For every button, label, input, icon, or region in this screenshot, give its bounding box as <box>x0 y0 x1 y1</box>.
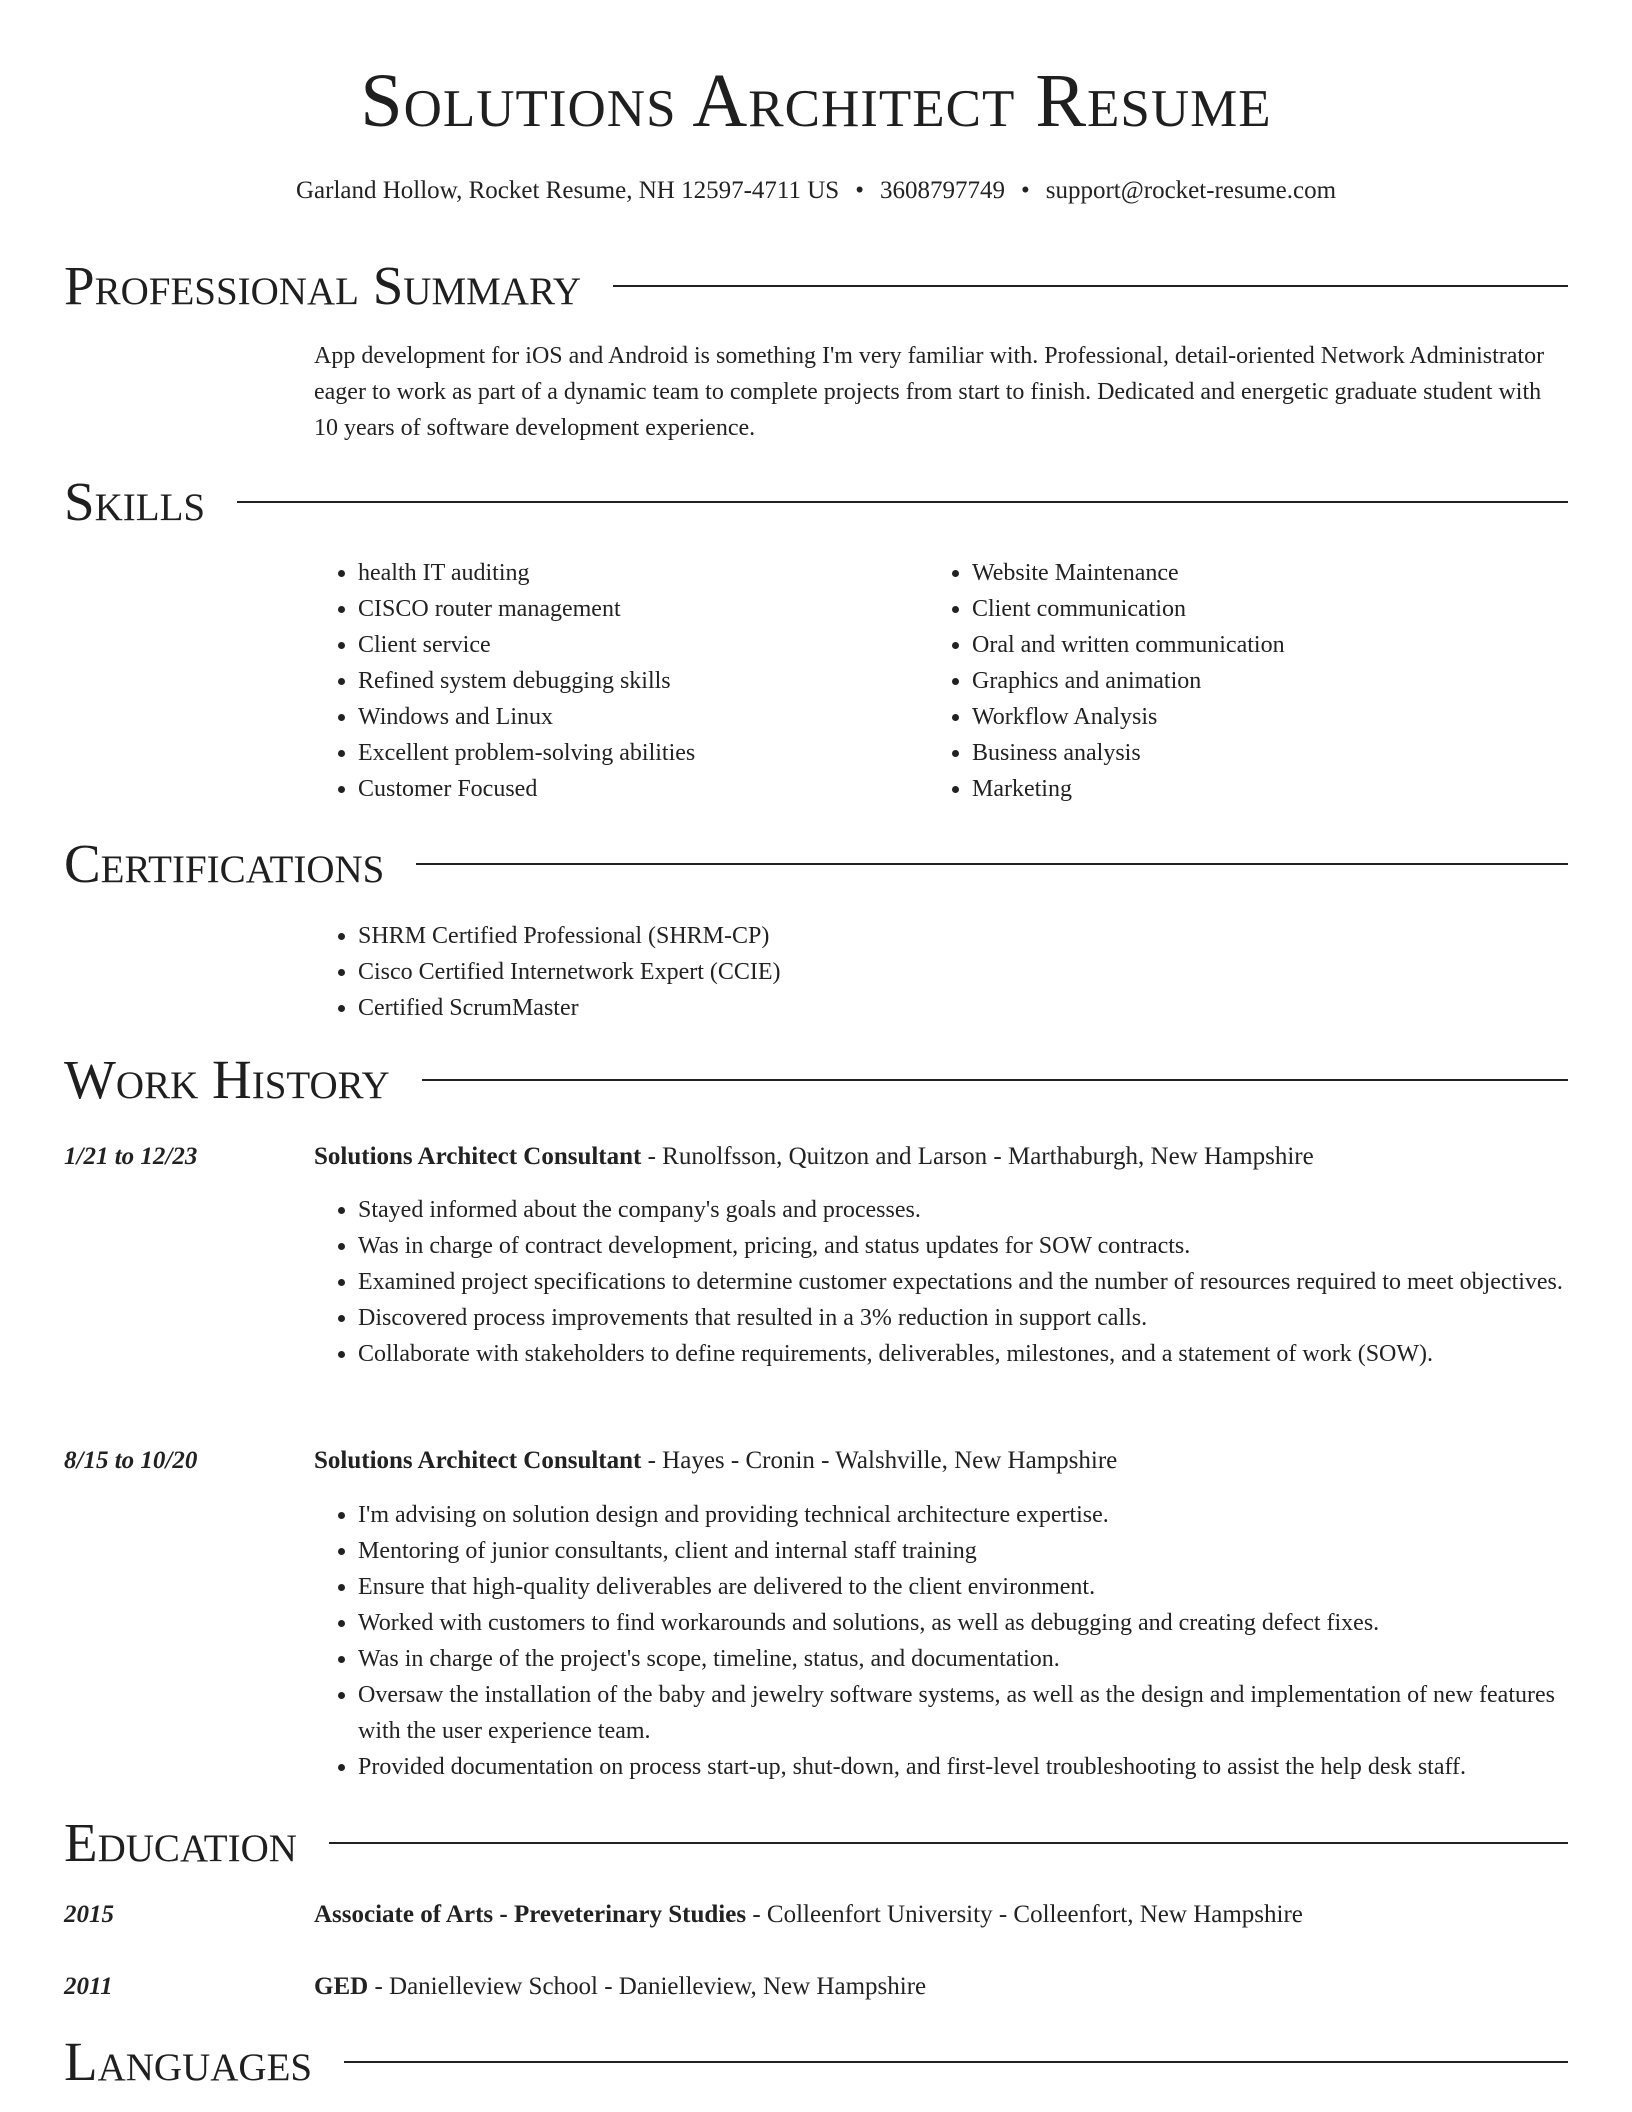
skill-item: • Refined system debugging skills <box>358 663 914 699</box>
education-degree: GED <box>314 1973 369 2000</box>
certifications-list <box>314 918 1314 1026</box>
contact-phone: 3608797749 <box>879 177 1005 204</box>
certification-item: • Cisco Certified Internetwork Expert (CCIE) <box>358 954 1314 990</box>
job-employer: - Runolfsson, Quitzon and Larson - Marthaburgh, New Hampshire <box>641 1143 1314 1170</box>
section-divider <box>422 1079 1568 1081</box>
section-title: Languages <box>64 2031 313 2092</box>
job-bullet: • Ensure that high-quality deliverables are delivered to the client environment. <box>358 1569 1568 1605</box>
job-role: Solutions Architect Consultant <box>314 1447 642 1474</box>
skill-item: • Windows and Linux <box>358 699 914 735</box>
education-line <box>314 1969 1568 2005</box>
section-title: Certifications <box>64 833 385 894</box>
job-bullet: • Was in charge of the project's scope, timeline, status, and documentation. <box>358 1641 1568 1677</box>
education-school: - Colleenfort University - Colleenfort, New Hampshire <box>746 1901 1303 1928</box>
section-skills-header <box>64 470 1568 534</box>
skill-item: • Client service <box>358 627 914 663</box>
skill-item: • Graphics and animation <box>972 663 1548 699</box>
job-bullet: • Oversaw the installation of the baby and jewelry software systems, as well as the design and implementation of new features with the user experience team. <box>358 1677 1568 1749</box>
job-bullet: • I'm advising on solution design and providing technical architecture expertise. <box>358 1497 1568 1533</box>
section-title: Education <box>64 1812 297 1873</box>
job-bullet: • Provided documentation on process start-up, shut-down, and first-level troubleshooting to assist the help desk staff. <box>358 1749 1568 1785</box>
section-certifications-header <box>64 832 1568 896</box>
job-title-line <box>314 1139 1568 1175</box>
education-school: - Danielleview School - Danielleview, New Hampshire <box>368 1973 927 2000</box>
job-bullet: • Examined project specifications to determine customer expectations and the number of resources required to meet objectives. <box>358 1264 1568 1300</box>
job-bullet: • Was in charge of contract development, pricing, and status updates for SOW contracts. <box>358 1228 1568 1264</box>
job-bullet: • Mentoring of junior consultants, client and internal staff training <box>358 1533 1568 1569</box>
skill-item: • Marketing <box>972 771 1548 807</box>
job-title-line <box>314 1443 1568 1479</box>
contact-separator: • <box>1020 177 1030 204</box>
job-employer: - Hayes - Cronin - Walshville, New Hampshire <box>641 1447 1118 1474</box>
section-title: Work History <box>64 1049 390 1110</box>
section-title: Professional Summary <box>64 255 582 316</box>
education-year: 2011 <box>64 1973 113 2000</box>
job-bullets <box>314 1192 1568 1372</box>
section-languages-header <box>64 2030 1568 2094</box>
section-divider <box>237 501 1568 503</box>
skill-item: • Oral and written communication <box>972 627 1548 663</box>
certification-item: • Certified ScrumMaster <box>358 990 1314 1026</box>
skill-item: • Workflow Analysis <box>972 699 1548 735</box>
section-divider <box>329 1842 1568 1844</box>
summary-text: App development for iOS and Android is something I'm very familiar with. Professional, detail-oriented Network Administrator eager to work as part of a dynamic team to complete projects from start to finish. Dedicated and energetic graduate student with 10 years of software development experience. <box>314 343 1545 441</box>
contact-address: Garland Hollow, Rocket Resume, NH 12597-4711 US <box>295 177 840 204</box>
job-bullet: • Worked with customers to find workarounds and solutions, as well as debugging and creating defect fixes. <box>358 1605 1568 1641</box>
skill-item: • Business analysis <box>972 735 1548 771</box>
education-line <box>314 1897 1568 1933</box>
section-divider <box>344 2061 1568 2063</box>
section-divider <box>416 863 1568 865</box>
certification-item: • SHRM Certified Professional (SHRM-CP) <box>358 918 1314 954</box>
contact-email: support@rocket-resume.com <box>1045 177 1337 204</box>
skills-column-left <box>314 555 914 807</box>
resume-title: Solutions Architect Resume <box>360 59 1272 143</box>
job-dates: 8/15 to 10/20 <box>64 1447 198 1474</box>
skill-item: • Client communication <box>972 591 1548 627</box>
skill-item: • Customer Focused <box>358 771 914 807</box>
job-dates: 1/21 to 12/23 <box>64 1143 198 1170</box>
section-work-header <box>64 1048 1568 1112</box>
education-degree: Associate of Arts - Preveterinary Studies <box>314 1901 747 1928</box>
skill-item: • Website Maintenance <box>972 555 1548 591</box>
education-year: 2015 <box>64 1901 114 1928</box>
skill-item: • health IT auditing <box>358 555 914 591</box>
section-summary-header <box>64 254 1568 318</box>
contact-separator: • <box>855 177 864 204</box>
job-bullets <box>314 1497 1568 1785</box>
job-bullet: • Discovered process improvements that resulted in a 3% reduction in support calls. <box>358 1300 1568 1336</box>
job-role: Solutions Architect Consultant <box>314 1143 642 1170</box>
job-bullet: • Stayed informed about the company's goals and processes. <box>358 1192 1568 1228</box>
section-education-header <box>64 1811 1568 1875</box>
contact-line <box>0 174 1632 208</box>
section-title: Skills <box>64 471 206 532</box>
skill-item: • Excellent problem-solving abilities <box>358 735 914 771</box>
skill-item: • CISCO router management <box>358 591 914 627</box>
job-bullet: • Collaborate with stakeholders to define requirements, deliverables, milestones, and a statement of work (SOW). <box>358 1336 1568 1372</box>
section-divider <box>613 285 1568 287</box>
skills-column-right <box>928 555 1548 807</box>
